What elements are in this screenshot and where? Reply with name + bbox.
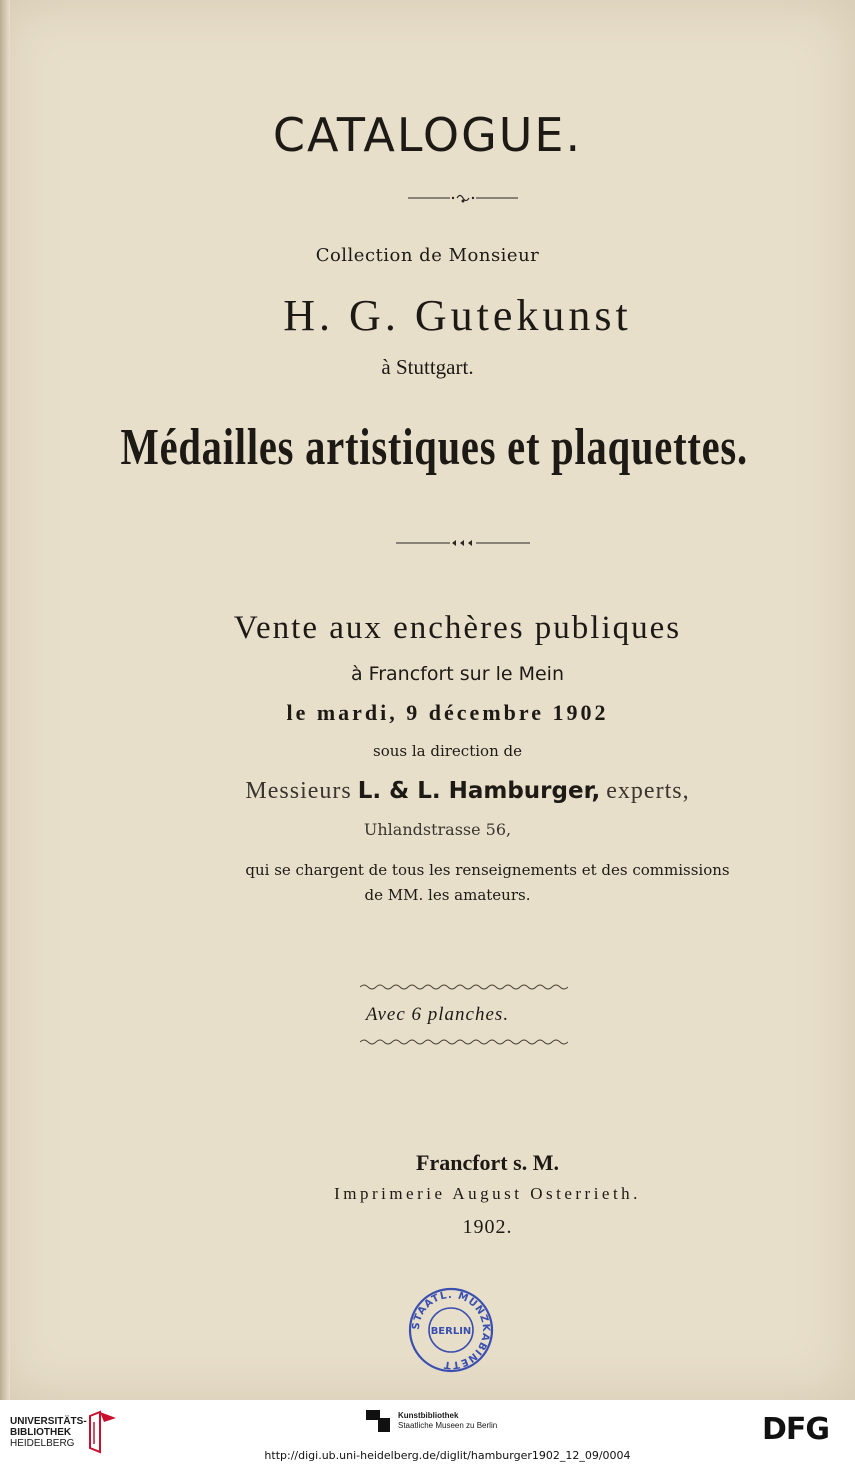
footer-bar xyxy=(0,1400,855,1464)
kunstbibliothek-logo-icon xyxy=(366,1410,392,1432)
sale-place: à Francfort sur le Mein xyxy=(351,663,564,685)
ub-line-2: BIBLIOTHEK xyxy=(10,1427,72,1438)
experts-prefix: Messieurs xyxy=(245,778,352,804)
source-url[interactable]: http://digi.ub.uni-heidelberg.de/diglit/hamburger1902_12_09/0004 xyxy=(264,1449,631,1462)
ornament-divider-1 xyxy=(408,190,518,206)
wavy-rule-bottom xyxy=(360,1037,568,1047)
ornament-divider-2 xyxy=(396,537,530,549)
catalogue-heading: CATALOGUE. xyxy=(272,108,583,162)
collection-line: Collection de Monsieur xyxy=(315,245,540,266)
ub-line-1: UNIVERSITÄTS- xyxy=(10,1416,87,1427)
commissions-line-2: de MM. les amateurs. xyxy=(364,886,531,904)
kb-line-2: Staatliche Museen zu Berlin xyxy=(398,1421,498,1430)
subject-title: Médailles artistiques et plaquettes. xyxy=(120,419,748,476)
wavy-rule-top xyxy=(360,982,568,992)
experts-names: L. & L. Hamburger, xyxy=(357,778,601,804)
ub-line-3: HEIDELBERG xyxy=(10,1438,75,1449)
experts-suffix: experts, xyxy=(606,778,690,804)
collector-city: à Stuttgart. xyxy=(381,355,474,379)
kunstbibliothek-label xyxy=(398,1411,497,1431)
ub-heidelberg-logo xyxy=(10,1416,87,1449)
dfg-logo: DFG xyxy=(762,1412,830,1447)
stamp-ring-text: STAATL. MÜNZKABINETT xyxy=(410,1289,492,1371)
library-stamp xyxy=(403,1287,499,1373)
sale-title: Vente aux enchères publiques xyxy=(233,610,682,646)
sale-date: le mardi, 9 décembre 1902 xyxy=(286,700,609,725)
ub-red-mark-icon xyxy=(86,1408,118,1454)
publication-year: 1902. xyxy=(462,1216,513,1238)
expert-address: Uhlandstrasse 56, xyxy=(363,820,512,839)
publisher-city: Francfort s. M. xyxy=(416,1150,559,1175)
direction-line: sous la direction de xyxy=(373,742,522,760)
experts-line xyxy=(0,778,855,805)
plates-note: Avec 6 planches. xyxy=(365,1004,510,1025)
commissions-line-1: qui se chargent de tous les renseignements et des commissions xyxy=(245,861,730,879)
printer-name: Imprimerie August Osterrieth. xyxy=(334,1184,641,1203)
collector-name: H. G. Gutekunst xyxy=(283,291,632,340)
stamp-center-text: BERLIN xyxy=(430,1326,472,1337)
kb-line-1: Kunstbibliothek xyxy=(398,1411,459,1420)
